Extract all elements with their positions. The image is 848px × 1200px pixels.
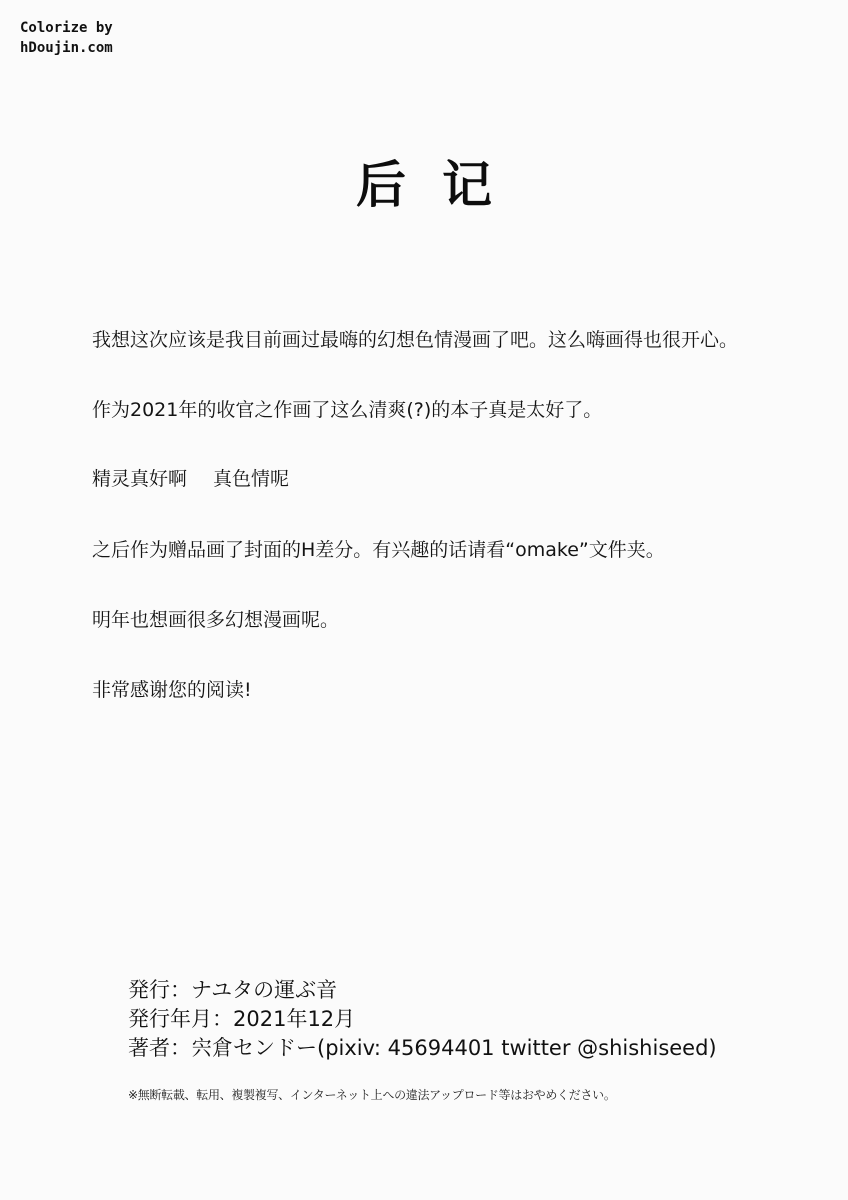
paragraph-3b: 真色情呢 [213, 468, 290, 490]
page-title: 后记 [356, 156, 528, 214]
paragraph-6: 非常感谢您的阅读! [92, 679, 252, 701]
colophon-date: 発行年月：2021年12月 [128, 1007, 356, 1031]
colorize-credit [20, 18, 113, 58]
paragraph-3a: 精灵真好啊 [92, 468, 188, 490]
colophon-author: 著者：宍倉センドー(pixiv: 45694401 twitter @shishiseed) [128, 1036, 717, 1060]
colophon-publisher: 発行：ナユタの運ぶ音 [128, 978, 338, 1002]
paragraph-5: 明年也想画很多幻想漫画呢。 [92, 609, 340, 631]
paragraph-1: 我想这次应该是我目前画过最嗨的幻想色情漫画了吧。这么嗨画得也很开心。 [92, 329, 739, 351]
colophon [128, 976, 717, 1063]
paragraph-2: 作为2021年的收官之作画了这么清爽(?)的本子真是太好了。 [92, 399, 603, 421]
paragraph-3 [92, 466, 289, 492]
paragraph-4: 之后作为赠品画了封面的H差分。有兴趣的话请看“omake”文件夹。 [92, 539, 665, 561]
credit-line-1: Colorize by [20, 20, 113, 36]
credit-line-2: hDoujin.com [20, 40, 113, 56]
copyright-notice: ※無断転載、転用、複製複写、インターネット上への違法アップロード等はおやめください。 [128, 1088, 616, 1102]
